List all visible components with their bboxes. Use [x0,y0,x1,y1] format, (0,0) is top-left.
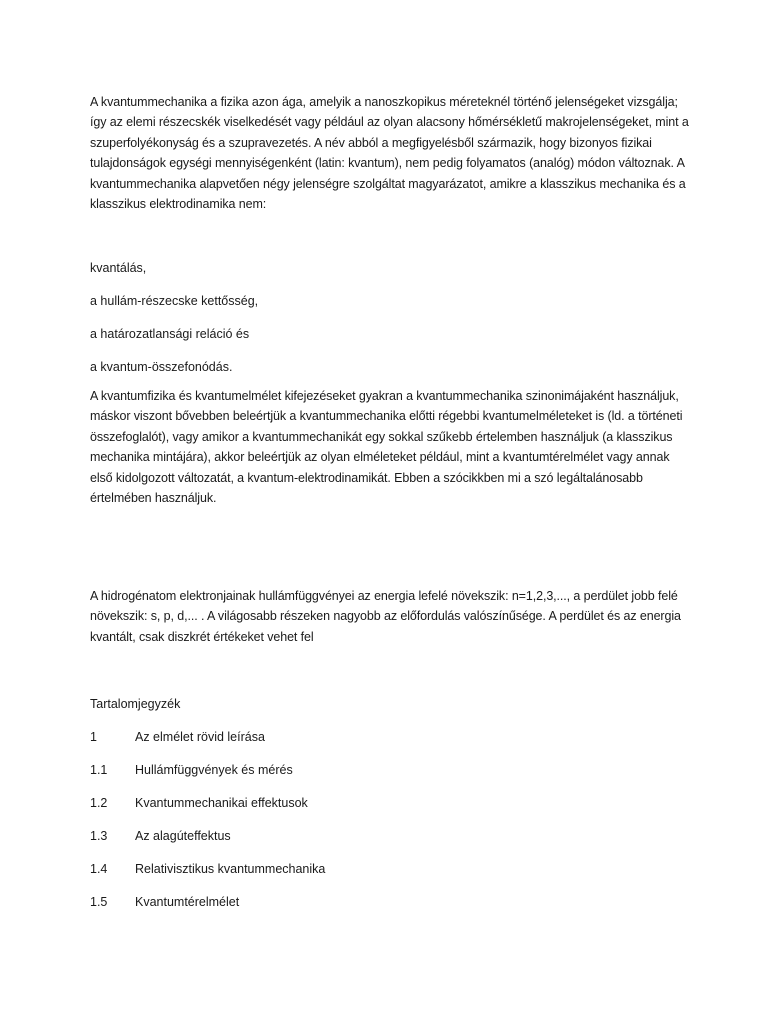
toc-entry [90,727,590,747]
toc-entry [90,859,590,879]
toc-entry-label: Az alagúteffektus [135,829,231,843]
toc-entry-label: Kvantumtérelmélet [135,895,240,909]
phenomenon-item: kvantálás, [90,261,147,275]
toc-entry-number: 1.2 [90,796,108,810]
toc-entry [90,826,590,846]
toc-entry-label: Hullámfüggvények és mérés [135,763,293,777]
hydrogen-paragraph: A hidrogénatom elektronjainak hullámfüggvényei az energia lefelé növekszik: n=1,2,3,..., a perdület jobb felé növekszik: s, p, d,... . A világosabb részeken nagyobb az előfordulás valószínűsége. A perdület és az energia kvantált, csak diszkrét értékeket vehet fel [90,589,681,644]
toc-entry [90,892,590,912]
toc-entry-label: Kvantummechanikai effektusok [135,796,308,810]
toc-entry-number: 1 [90,730,97,744]
second-paragraph: A kvantumfizika és kvantumelmélet kifejezéseket gyakran a kvantummechanika szinonimájaként használjuk, máskor viszont bővebben beleértjük a kvantummechanika előtti régebbi kvantumelméleteket is (ld. a történeti összefoglalót), vagy amikor a kvantummechanikát egy sokkal szűkebb értelemben használjuk (a klasszikus mechanika mintájára), akkor beleértjük az olyan elméleteket például, mint a kvantumtérelmélet vagy annak első kidolgozott változatát, a kvantum-elektrodinamikát. Ebben a szócikkben mi a szó legáltalánosabb értelmében használjuk. [90,389,683,506]
toc-entry-number: 1.5 [90,895,108,909]
toc-entry-number: 1.1 [90,763,108,777]
toc-title: Tartalomjegyzék [90,697,181,711]
toc-entry [90,760,590,780]
toc-entry [90,793,590,813]
toc-entry-number: 1.4 [90,862,108,876]
intro-paragraph: A kvantummechanika a fizika azon ága, amelyik a nanoszkopikus méreteknél történő jelenségeket vizsgálja; így az elemi részecskék viselkedését vagy például az olyan alacsony hőmérsékletű makrojelenségeket, mint a szuperfolyékonyság és a szupravezetés. A név abból a megfigyelésből származik, hogy bizonyos fizikai tulajdonságok egységi mennyiségenként (latin: kvantum), nem pedig folyamatos (analóg) módon változnak. A kvantummechanika alapvetően négy jelenségre szolgáltat magyarázatot, amikre a klasszikus mechanika és a klasszikus elektrodinamika nem: [90,95,689,212]
phenomenon-item: a határozatlansági reláció és [90,327,250,341]
toc-entry-label: Az elmélet rövid leírása [135,730,265,744]
phenomenon-item: a kvantum-összefonódás. [90,360,233,374]
toc-entry-number: 1.3 [90,829,108,843]
phenomenon-item: a hullám-részecske kettősség, [90,294,259,308]
toc-entry-label: Relativisztikus kvantummechanika [135,862,326,876]
